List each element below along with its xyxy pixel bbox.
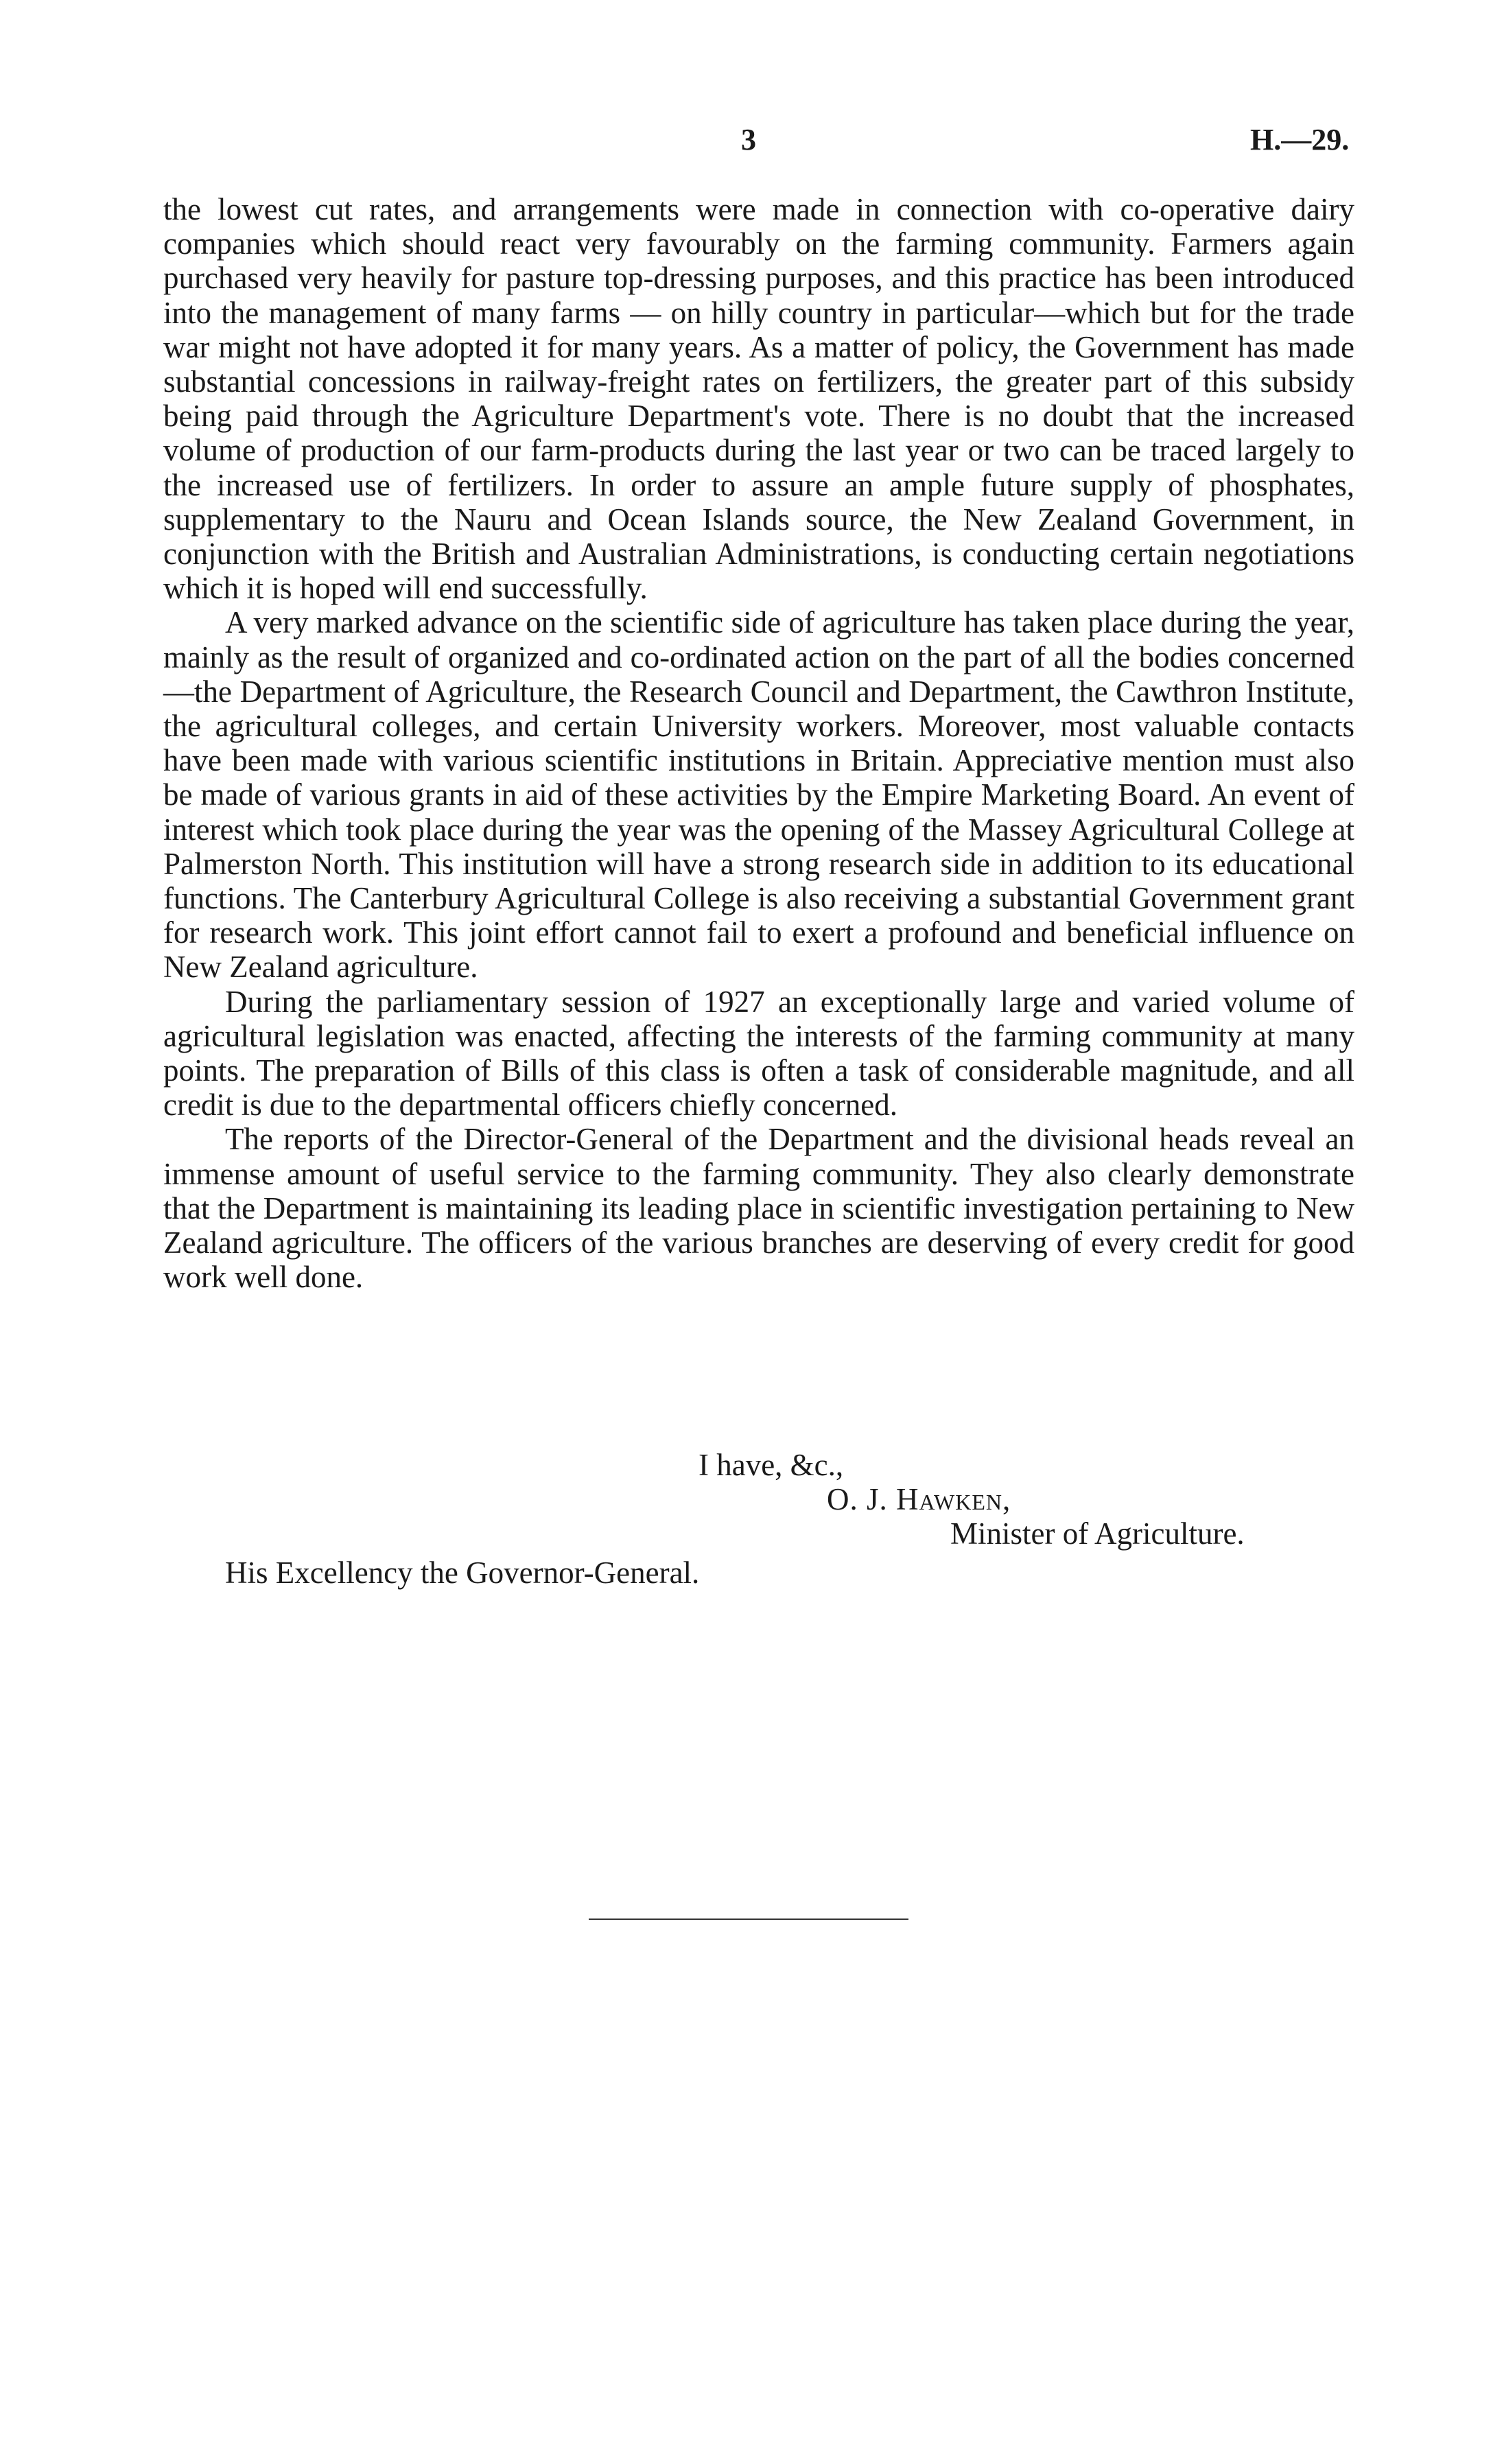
salutation: I have, &c., (698, 1448, 844, 1482)
signatory-name: O. J. Hawken, (827, 1482, 1011, 1516)
paragraph-3: During the parliamentary session of 1927 an exceptionally large and varied volume of agricultural legislation was enacted, affecting the interests of the farming community at many points. The preparation of Bills of this class is often a task of considerable magnitude, and all credit is due to the departmental officers chiefly concerned. (163, 984, 1354, 1123)
paragraph-2: A very marked advance on the scientific side of agriculture has taken place during the year, mainly as the result of organized and co-ordinated action on the part of all the bodies concerned—the Department of Agriculture, the Research Council and Department, the Cawthron Institute, the agricultural colleges, and certain University workers. Moreover, most valuable contacts have been made with various scientific institutions in Britain. Appreciative mention must also be made of various grants in aid of these activities by the Empire Marketing Board. An event of interest which took place during the year was the opening of the Massey Agricultural College at Palmerston North. This institution will have a strong research side in addition to its educational functions. The Canterbury Agricultural College is also receiving a substantial Government grant for research work. This joint effort cannot fail to exert a profound and beneficial influence on New Zealand agriculture. (163, 605, 1354, 985)
paragraph-1: the lowest cut rates, and arrangements were made in connection with co-operative dairy companies which should react very favourably on the farming community. Farmers again purchased very heavily for pasture top-dressing purposes, and this practice has been introduced into the management of many farms — on hilly country in particular—which but for the trade war might not have adopted it for many years. As a matter of policy, the Government has made substantial concessions in railway-freight rates on fertilizers, the greater part of this subsidy being paid through the Agriculture Department's vote. There is no doubt that the increased volume of production of our farm-products during the last year or two can be traced largely to the increased use of fertilizers. In order to assure an ample future supply of phosphates, supplementary to the Nauru and Ocean Islands source, the New Zealand Government, in conjunction with the British and Australian Administrations, is conducting certain negotiations which it is hoped will end successfully. (163, 192, 1354, 606)
signatory-title: Minister of Agriculture. (950, 1516, 1245, 1551)
end-rule (589, 1919, 908, 1920)
paragraph-4: The reports of the Director-General of the Department and the divisional heads reveal an immense amount of useful service to the farming community. They also clearly demonstrate that the Department is maintaining its leading place in scientific investigation pertaining to New Zealand agriculture. The officers of the various branches are deserving of every credit for good work well done. (163, 1122, 1354, 1295)
body-text (163, 192, 1354, 1295)
addressee: His Excellency the Governor-General. (225, 1556, 700, 1590)
page-number: 3 (741, 123, 756, 156)
document-reference: H.—29. (1250, 123, 1350, 156)
